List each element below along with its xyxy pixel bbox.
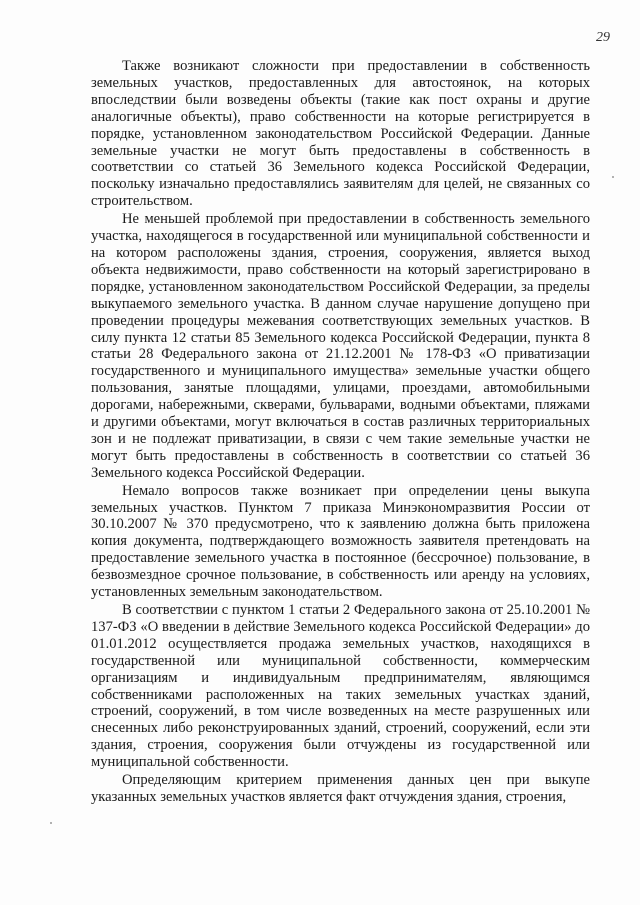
paragraph-buyout-price: Немало вопросов также возникает при определении цены выкупа земельных участков. Пунктом 7 приказа Минэкономразвития России от 30.10.2007 № 370 предусмотрено, что к заявлению должна быть приложена копия документа, подтверждающего возможность заявителя претендовать на предоставление земельного участка в постоянное (бессрочное) пользование, в безвозмездное срочное пользование, в собственность или аренду на условиях, установленных земельным законодательством. [91, 482, 590, 601]
scan-speck [50, 822, 52, 824]
page-number: 29 [596, 30, 610, 45]
paragraph-federal-law-137: В соответствии с пунктом 1 статьи 2 Федерального закона от 25.10.2001 № 137-ФЗ «О введении в действие Земельного кодекса Российской Федерации» до 01.01.2012 осуществляется продажа земельных участков, находящихся в государственной или муниципальной собственности, коммерческим организациям и индивидуальным предпринимателям, являющимся собственниками расположенных на таких земельных участках зданий, строений, сооружений, в том числе возведенных на месте разрушенных или снесенных либо реконструированных зданий, строений, сооружений, если эти здания, строения, сооружения были отчуждены из государственной или муниципальной собственности. [91, 602, 590, 771]
scan-speck [612, 176, 614, 178]
paragraph-boundary-issue: Не меньшей проблемой при предоставлении в собственность земельного участка, находящегося в государственной или муниципальной собственности и на котором расположены здания, строения, сооружения, является выход объекта недвижимости, право собственности на который зарегистрировано в порядке, установленном законодательством Российской Федерации, за пределы выкупаемого земельного участка. В данном случае нарушение допущено при проведении процедуры межевания соответствующих земельных участков. В силу пункта 12 статьи 85 Земельного кодекса Российской Федерации, пункта 8 статьи 28 Федерального закона от 21.12.2001 № 178-ФЗ «О приватизации государственного и муниципального имущества» земельные участки общего пользования, занятые площадями, улицами, проездами, автомобильными дорогами, набережными, скверами, бульварами, водными объектами, пляжами и другими объектами, могут включаться в состав различных территориальных зон и не подлежат приватизации, в связи с чем такие земельные участки не могут быть предоставлены в собственность в соответствии со статьей 36 Земельного кодекса Российской Федерации. [91, 211, 590, 481]
document-body [91, 58, 590, 806]
paragraph-criterion: Определяющим критерием применения данных цен при выкупе указанных земельных участков является факт отчуждения здания, строения, [91, 772, 590, 805]
paragraph-autoparking-land: Также возникают сложности при предоставлении в собственность земельных участков, предоставленных для автостоянок, на которых впоследствии были возведены объекты (такие как пост охраны и другие аналогичные объекты), право собственности на которые регистрируется в порядке, установленном законодательством Российской Федерации. Данные земельные участки не могут быть предоставлены в собственность в соответствии со статьей 36 Земельного кодекса Российской Федерации, поскольку изначально предоставлялись заявителям для целей, не связанных со строительством. [91, 58, 590, 210]
